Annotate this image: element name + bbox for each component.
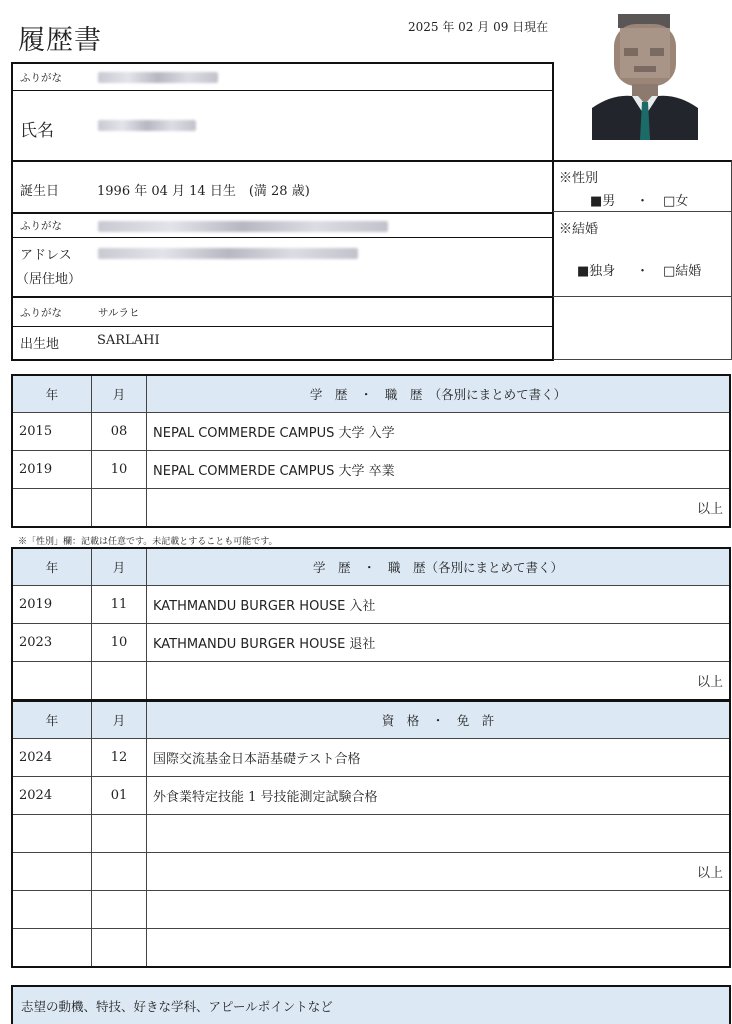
gender-separator: ・	[636, 194, 650, 209]
portrait-image	[592, 4, 698, 140]
marital-separator: ・	[636, 264, 650, 279]
licenses-header-row	[12, 701, 730, 739]
table-row	[12, 489, 730, 528]
table-row	[12, 891, 730, 929]
address-redacted	[98, 248, 358, 259]
address-furigana-redacted	[98, 221, 388, 232]
education-table	[11, 374, 731, 528]
table-row	[12, 815, 730, 853]
table-row	[12, 929, 730, 968]
month-header: 月	[92, 375, 147, 413]
year-cell: 2024	[12, 739, 92, 777]
motivation-section-header: 志望の動機、特技、好きな学科、アピールポイントなど	[11, 985, 731, 1024]
work-header-row	[12, 548, 730, 586]
year-cell: 2023	[12, 624, 92, 662]
birthplace-label: 出生地	[20, 337, 60, 352]
year-header: 年	[12, 701, 92, 739]
year-cell: 2019	[12, 451, 92, 489]
birth-label: 誕生日	[20, 184, 60, 199]
address-furigana-label: ふりがな	[20, 220, 62, 232]
description-cell: NEPAL COMMERDE CAMPUS 大学 入学	[147, 413, 731, 451]
description-cell: NEPAL COMMERDE CAMPUS 大学 卒業	[147, 451, 731, 489]
birthplace-furigana: サルラヒ	[98, 307, 140, 319]
year-header: 年	[12, 375, 92, 413]
marital-married-option[interactable]: □結婚	[663, 264, 702, 279]
name-redacted	[98, 120, 196, 131]
gender-male-option[interactable]: ■男	[590, 194, 616, 209]
gender-note: ※「性別」欄：記載は任意です。未記載とすることも可能です。	[18, 537, 278, 547]
birth-value: 1996 年 04 月 14 日生 (満 28 歳)	[97, 184, 310, 199]
table-row	[12, 662, 730, 701]
licenses-header: 資 格 ・ 免 許	[147, 701, 731, 739]
name-furigana-label: ふりがな	[20, 72, 62, 84]
end-marker: 以上	[147, 662, 731, 701]
gender-female-option[interactable]: □女	[663, 194, 689, 209]
month-header: 月	[92, 701, 147, 739]
month-cell: 10	[92, 624, 147, 662]
month-cell: 10	[92, 451, 147, 489]
marital-label: ※結婚	[559, 222, 599, 237]
month-cell: 01	[92, 777, 147, 815]
year-cell: 2024	[12, 777, 92, 815]
year-cell: 2019	[12, 586, 92, 624]
year-header: 年	[12, 548, 92, 586]
table-row	[12, 624, 730, 662]
gender-marital-panel	[553, 160, 732, 360]
work-history-table	[11, 547, 731, 701]
document-title: 履歴書	[18, 25, 102, 56]
description-cell: 国際交流基金日本語基礎テスト合格	[147, 739, 731, 777]
licenses-table	[11, 700, 731, 968]
address-label: アドレス	[20, 248, 72, 263]
month-header: 月	[92, 548, 147, 586]
table-row	[12, 777, 730, 815]
table-row	[12, 451, 730, 489]
end-marker: 以上	[147, 853, 731, 891]
year-cell: 2015	[12, 413, 92, 451]
education-history-header: 学 歴 ・ 職 歴 （各別にまとめて書く）	[147, 375, 731, 413]
gender-label: ※性別	[559, 171, 599, 186]
personal-info-box	[11, 62, 554, 361]
name-furigana-redacted	[98, 72, 218, 83]
applicant-photo	[592, 4, 698, 140]
end-marker: 以上	[147, 489, 731, 528]
name-label: 氏名	[20, 121, 54, 141]
month-cell: 11	[92, 586, 147, 624]
description-cell: KATHMANDU BURGER HOUSE 入社	[147, 586, 731, 624]
birthplace-value: SARLAHI	[97, 333, 160, 348]
table-row	[12, 853, 730, 891]
description-cell: 外食業特定技能 1 号技能測定試験合格	[147, 777, 731, 815]
address-sublabel: （居住地）	[16, 272, 82, 287]
work-history-header: 学 歴 ・ 職 歴（各別にまとめて書く）	[147, 548, 731, 586]
birthplace-furigana-label: ふりがな	[20, 307, 62, 319]
month-cell: 08	[92, 413, 147, 451]
education-header-row	[12, 375, 730, 413]
marital-single-option[interactable]: ■独身	[577, 264, 616, 279]
table-row	[12, 586, 730, 624]
table-row	[12, 413, 730, 451]
description-cell: KATHMANDU BURGER HOUSE 退社	[147, 624, 731, 662]
table-row	[12, 739, 730, 777]
month-cell: 12	[92, 739, 147, 777]
document-date: 2025 年 02 月 09 日現在	[408, 20, 549, 34]
